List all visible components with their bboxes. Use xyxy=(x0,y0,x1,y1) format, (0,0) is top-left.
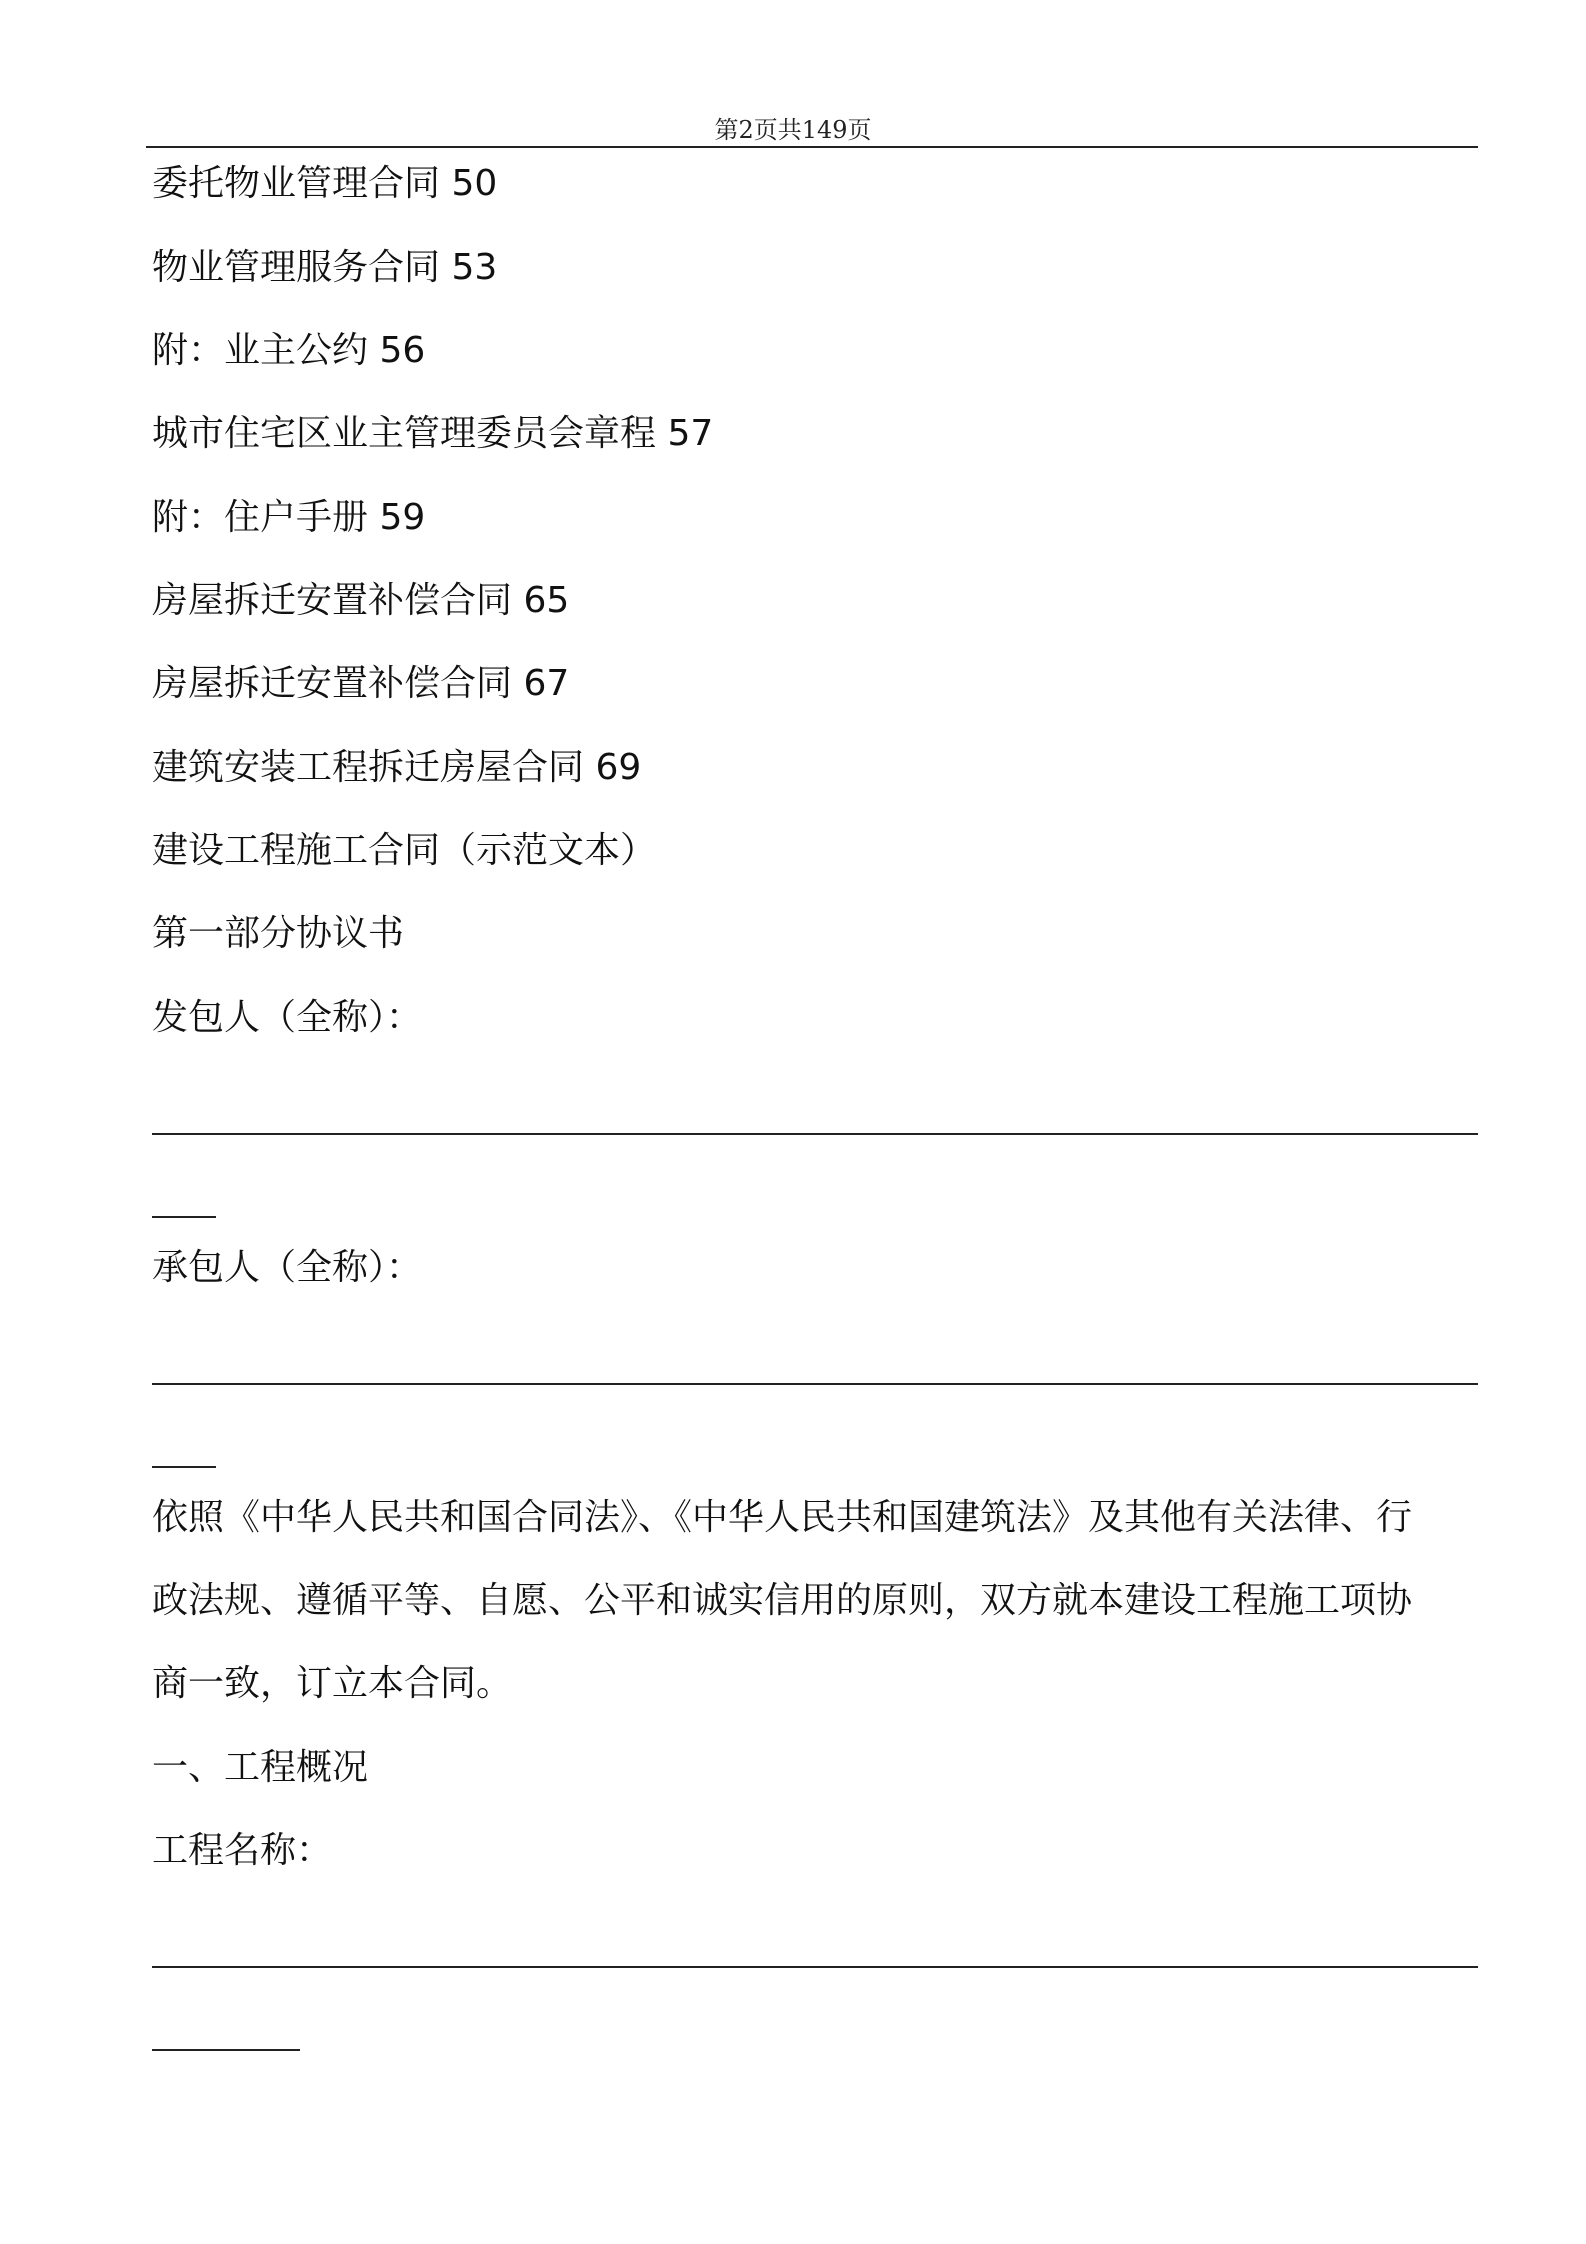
preamble-line: 依照《中华人民共和国合同法》、《中华人民共和国建筑法》及其他有关法律、行 xyxy=(152,1497,1413,1538)
toc-entry: 建筑安装工程拆迁房屋合同 69 xyxy=(152,747,642,788)
project-name-blank-continuation xyxy=(152,2049,300,2051)
toc-entry: 附：住户手册 59 xyxy=(152,497,426,538)
contractor-blank-line xyxy=(152,1383,1478,1385)
project-name-blank-line xyxy=(152,1966,1478,1968)
preamble-line: 商一致，订立本合同。 xyxy=(152,1663,513,1704)
employer-blank-line xyxy=(152,1133,1478,1135)
toc-entry: 城市住宅区业主管理委员会章程 57 xyxy=(152,413,714,454)
employer-blank-continuation xyxy=(152,1216,216,1218)
contractor-blank-continuation xyxy=(152,1466,216,1468)
toc-entry: 附：业主公约 56 xyxy=(152,330,426,371)
toc-entry: 委托物业管理合同 50 xyxy=(152,163,498,204)
header-rule xyxy=(146,146,1478,148)
contractor-label: 承包人（全称）： xyxy=(152,1247,423,1288)
contract-title: 建设工程施工合同（示范文本） xyxy=(152,830,657,871)
employer-label: 发包人（全称）： xyxy=(152,997,423,1038)
page-header: 第2页共149页 xyxy=(714,116,872,144)
toc-entry: 物业管理服务合同 53 xyxy=(152,247,498,288)
section-one-heading: 一、工程概况 xyxy=(152,1747,369,1788)
toc-entry: 房屋拆迁安置补偿合同 65 xyxy=(152,580,570,621)
project-name-label: 工程名称： xyxy=(152,1830,333,1871)
toc-entry: 房屋拆迁安置补偿合同 67 xyxy=(152,663,570,704)
preamble-line: 政法规、遵循平等、自愿、公平和诚实信用的原则，双方就本建设工程施工项协 xyxy=(152,1580,1413,1621)
part-one-heading: 第一部分协议书 xyxy=(152,913,405,954)
